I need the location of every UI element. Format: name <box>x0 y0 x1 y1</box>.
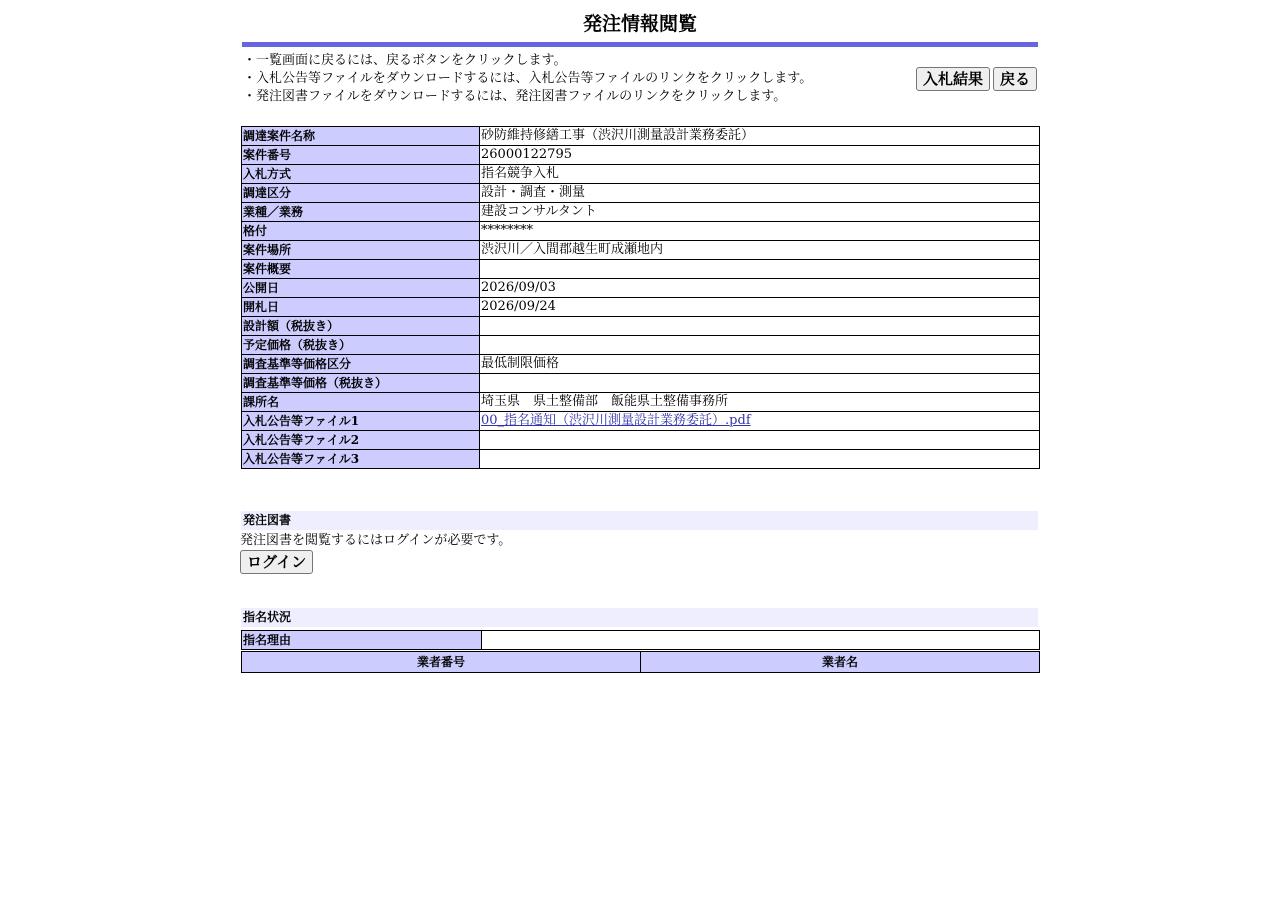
info-value <box>480 317 1040 336</box>
instruction-docs-download: ・発注図書ファイルをダウンロードするには、発注図書ファイルのリンクをクリックします。 <box>243 89 787 104</box>
info-value: 埼玉県 県土整備部 飯能県土整備事務所 <box>480 393 1040 412</box>
info-row <box>242 165 1040 184</box>
info-value: 2026/09/03 <box>480 279 1040 298</box>
info-label: 予定価格（税抜き） <box>242 336 480 355</box>
vendor-name-column-header: 業者名 <box>641 652 1040 673</box>
info-value <box>480 260 1040 279</box>
info-row <box>242 184 1040 203</box>
info-row <box>242 431 1040 450</box>
instructions <box>243 52 812 106</box>
nomination-reason-value <box>482 631 1040 650</box>
notice-file-link[interactable]: 00_指名通知（渋沢川測量設計業務委託）.pdf <box>481 413 751 428</box>
info-value: ******** <box>480 222 1040 241</box>
vendor-table-header-row <box>242 652 1040 673</box>
info-value: 2026/09/24 <box>480 298 1040 317</box>
order-docs-header: 発注図書 <box>241 511 1038 530</box>
info-label: 業種／業務 <box>242 203 480 222</box>
info-row <box>242 241 1040 260</box>
info-label: 調査基準等価格区分 <box>242 355 480 374</box>
login-button[interactable]: ログイン <box>240 550 313 574</box>
top-button-group <box>916 67 1037 91</box>
info-value <box>480 450 1040 469</box>
info-row <box>242 127 1040 146</box>
info-value: 建設コンサルタント <box>480 203 1040 222</box>
info-label: 案件概要 <box>242 260 480 279</box>
nomination-header: 指名状況 <box>241 608 1038 627</box>
info-label: 調査基準等価格（税抜き） <box>242 374 480 393</box>
info-value: 設計・調査・測量 <box>480 184 1040 203</box>
info-value: 26000122795 <box>480 146 1040 165</box>
info-row <box>242 336 1040 355</box>
info-label: 格付 <box>242 222 480 241</box>
info-label: 設計額（税抜き） <box>242 317 480 336</box>
info-value <box>480 336 1040 355</box>
info-value <box>480 374 1040 393</box>
login-required-note: 発注図書を閲覧するにはログインが必要です。 <box>240 533 512 548</box>
info-row <box>242 412 1040 431</box>
info-label: 公開日 <box>242 279 480 298</box>
info-label: 入札公告等ファイル2 <box>242 431 480 450</box>
info-row <box>242 260 1040 279</box>
info-value: 最低制限価格 <box>480 355 1040 374</box>
info-value: 砂防維持修繕工事（渋沢川測量設計業務委託） <box>480 127 1040 146</box>
info-row <box>242 222 1040 241</box>
info-value: 渋沢川／入間郡越生町成瀬地内 <box>480 241 1040 260</box>
info-value <box>480 412 1040 431</box>
info-label: 調達区分 <box>242 184 480 203</box>
info-label: 入札公告等ファイル3 <box>242 450 480 469</box>
info-row <box>242 450 1040 469</box>
info-table <box>241 126 1040 469</box>
vendor-table <box>241 651 1040 673</box>
info-label: 案件場所 <box>242 241 480 260</box>
info-value <box>480 431 1040 450</box>
info-value: 指名競争入札 <box>480 165 1040 184</box>
bid-results-button[interactable]: 入札結果 <box>916 67 990 91</box>
info-row <box>242 317 1040 336</box>
info-label: 入札方式 <box>242 165 480 184</box>
info-row <box>242 146 1040 165</box>
info-label: 開札日 <box>242 298 480 317</box>
nomination-reason-table <box>241 630 1040 650</box>
info-label: 入札公告等ファイル1 <box>242 412 480 431</box>
instruction-back: ・一覧画面に戻るには、戻るボタンをクリックします。 <box>243 53 567 68</box>
vendor-number-column-header: 業者番号 <box>242 652 641 673</box>
info-row <box>242 393 1040 412</box>
info-row <box>242 279 1040 298</box>
info-label: 課所名 <box>242 393 480 412</box>
nomination-reason-row <box>242 631 1040 650</box>
login-button-wrapper <box>240 550 313 574</box>
info-label: 調達案件名称 <box>242 127 480 146</box>
page-title: 発注情報閲覧 <box>582 13 697 35</box>
info-row <box>242 374 1040 393</box>
title-divider <box>242 42 1038 47</box>
info-row <box>242 298 1040 317</box>
instruction-notice-download: ・入札公告等ファイルをダウンロードするには、入札公告等ファイルのリンクをクリックします。 <box>243 71 813 86</box>
info-row <box>242 203 1040 222</box>
info-row <box>242 355 1040 374</box>
back-button[interactable]: 戻る <box>993 67 1037 91</box>
nomination-reason-label: 指名理由 <box>242 631 482 650</box>
info-label: 案件番号 <box>242 146 480 165</box>
